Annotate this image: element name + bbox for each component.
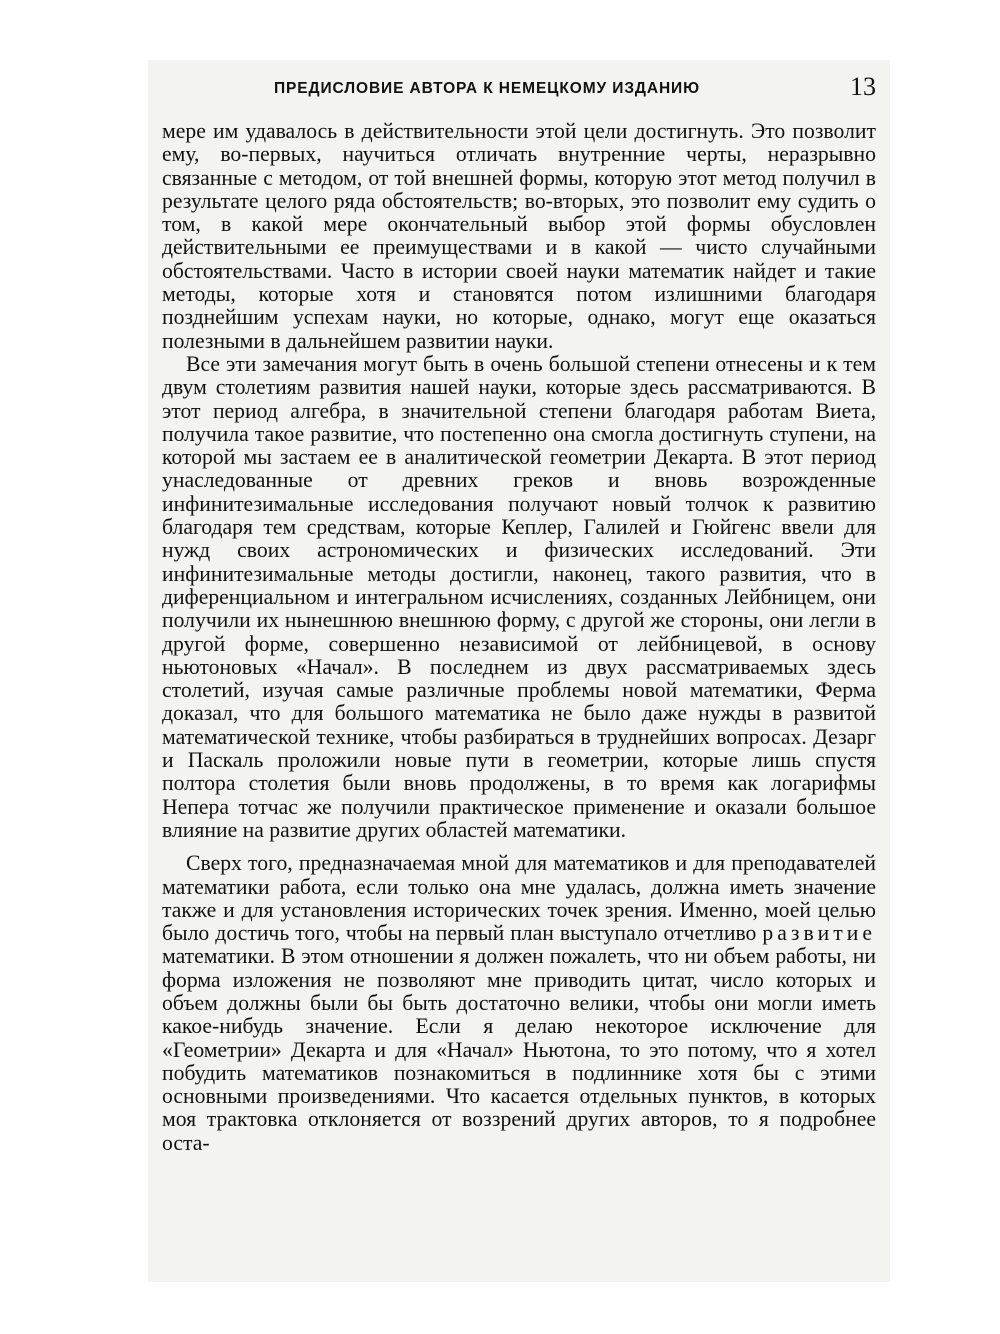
- paragraph-3: [162, 852, 876, 1155]
- page-number: 13: [850, 72, 876, 101]
- paragraph-3-end: математики. В этом отношении я должен пожалеть, что ни объем работы, ни форма изложения не позволяют мне приводить цитат, число которых и объем должны были бы быть достаточно велики, чтобы они могли иметь какое-нибудь значение. Если я делаю некоторое исключение для «Геометрии» Декарта и для «Начал» Ньютона, то это потому, что я хотел побудить математиков познакомиться в подлиннике хотя бы с этими основными произведениями. Что касается отдельных пунктов, в которых моя трактовка отклоняется от воззрений других авторов, то я подробнее оста-: [162, 944, 876, 1155]
- paragraph-2: Все эти замечания могут быть в очень большой степени отнесены и к тем двум столетиям развития нашей науки, которые здесь рассматриваются. В этот период алгебра, в значительной степени благодаря работам Виета, получила такое развитие, что постепенно она смогла достигнуть ступени, на которой мы застаем ее в аналитической геометрии Декарта. В этот период унаследованные от древних греков и вновь возрожденные инфинитезимальные исследования получают новый толчок к развитию благодаря тем средствам, которые Кеплер, Галилей и Гюйгенс ввели для нужд своих астрономических и физических исследований. Эти инфинитезимальные методы достигли, наконец, такого развития, что в диференциальном и интегральном исчислениях, созданных Лейбницем, они получили их нынешнюю внешнюю форму, с другой же стороны, они легли в другой форме, совершенно независимой от лейбницевой, в основу ньютоновых «Начал». В последнем из двух рассматриваемых здесь столетий, изучая самые различные проблемы новой математики, Ферма доказал, что для большого математика не было даже нужды в развитой математической технике, чтобы разбираться в труднейших вопросах. Дезарг и Паскаль проложили новые пути в геометрии, которые лишь спустя полтора столетия были вновь продолжены, в то время как логарифмы Непера тотчас же получили практическое применение и оказали большое влияние на развитие других областей математики.: [162, 351, 876, 842]
- page-header: [162, 70, 882, 106]
- paragraph-1: мере им удавалось в действительности этой цели достигнуть. Это позволит ему, во-первых, научиться отличать внутренние черты, неразрывно связанные с методом, от той внешней формы, которую этот метод получил в результате целого ряда обстоятельств; во-вторых, это позволит ему судить о том, в какой мере окончательный выбор этой формы обусловлен действительными ее преимуществами и в какой — чисто случайными обстоятельствами. Часто в истории своей науки математик найдет и такие методы, которые хотя и становятся потом излишними благодаря позднейшим успехам науки, но которые, однако, могут еще оказаться полезными в дальнейшем развитии науки.: [162, 119, 876, 353]
- running-head: ПРЕДИСЛОВИЕ АВТОРА К НЕМЕЦКОМУ ИЗДАНИЮ: [274, 80, 700, 97]
- body-text: [162, 120, 876, 1155]
- emphasized-word: развитие: [762, 921, 876, 946]
- paragraph-3-start: Сверх того, предназначаемая мной для математиков и для преподавателей математики работа, если только она мне удалась, должна иметь значение также и для установления исторических точек зрения. Именно, моей целью было достичь того, чтобы на первый план выступало отчетливо: [162, 851, 876, 946]
